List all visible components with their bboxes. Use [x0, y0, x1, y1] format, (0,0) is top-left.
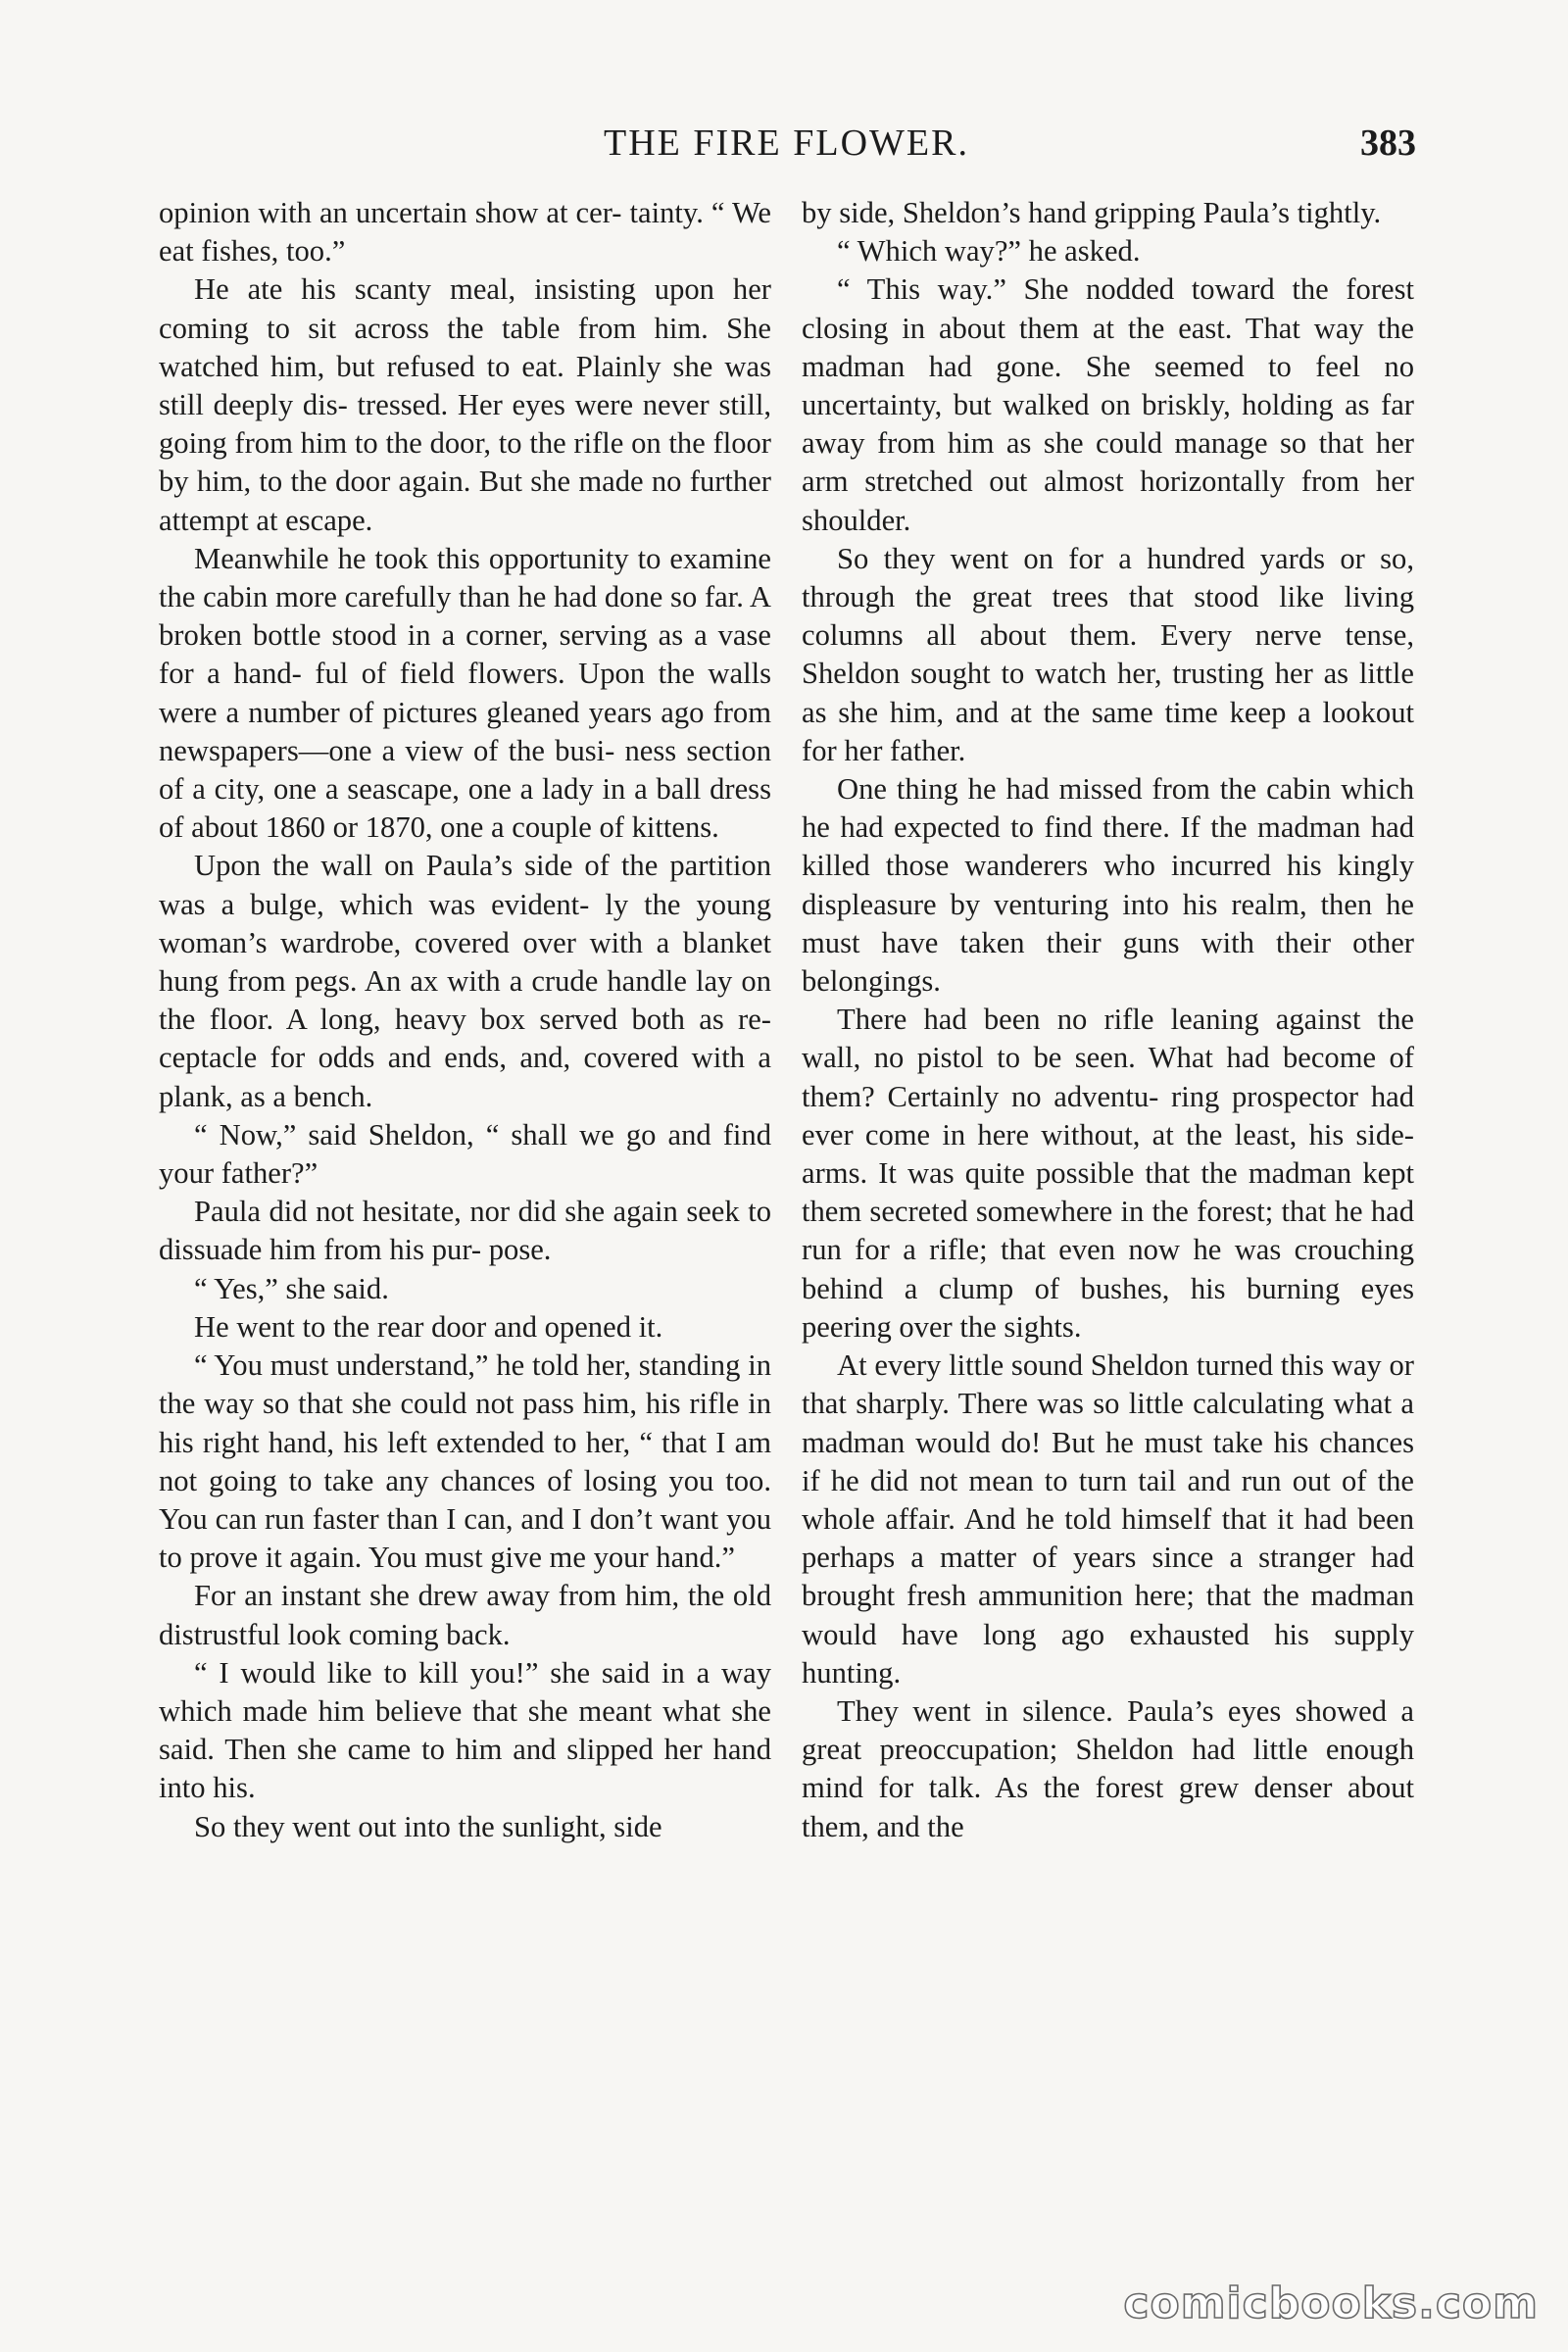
paragraph: “ Yes,” she said. — [194, 1271, 389, 1305]
paragraph: Upon the wall on Paula’s side of the partition was a bulge, which was evident- ly the young woman’s wardrobe, covered over with a blanket hung from pegs. An ax with a crude handle lay on the floor. A long, heavy box served both as re- ceptacle for odds and ends, and, covered with a plank, as a bench. — [159, 849, 771, 1113]
paragraph: opinion with an uncertain show at cer- tainty. “ We eat fishes, too.” — [159, 196, 771, 269]
paragraph: Paula did not hesitate, nor did she again seek to dissuade him from his pur- pose. — [159, 1195, 771, 1267]
right-column — [802, 194, 1414, 1846]
paragraph: by side, Sheldon’s hand gripping Paula’s tightly. — [802, 196, 1382, 229]
paragraph: They went in silence. Paula’s eyes showed a great preoccupation; Sheldon had little enough mind for talk. As the forest grew denser about them, and the — [802, 1693, 1414, 1843]
paragraph: He ate his scanty meal, insisting upon her coming to sit across the table from him. She watched him, but refused to eat. Plainly she was still deeply dis- tressed. Her eyes were never still, going from him to the door, to the rifle on the floor by him, to the door again. But she made no further attempt at escape. — [159, 272, 771, 537]
page-number: 383 — [1360, 122, 1416, 164]
paragraph: “ You must understand,” he told her, standing in the way so that she could not pass him, his rifle in his right hand, his left extended to her, “ that I am not going to take any chances of losing you too. You can run faster than I can, and I don’t want you to prove it again. You must give me your hand.” — [159, 1348, 771, 1575]
paragraph: He went to the rear door and opened it. — [194, 1309, 663, 1344]
paragraph: So they went on for a hundred yards or so, through the great trees that stood like living columns all about them. Every nerve tense, Sheldon sought to watch her, trusting her as little as she him, and at the same time keep a lookout for her father. — [802, 541, 1414, 767]
paragraph: There had been no rifle leaning against the wall, no pistol to be seen. What had become of them? Certainly no adventu- ring prospector had ever come in here without, at the least, his side-arms. It was quite possible that the madman kept them secreted somewhere in the forest; that he had run for a rifle; that even now he was crouching behind a clump of bushes, his burning eyes peering over the sights. — [802, 1003, 1414, 1344]
watermark: comicbooks.com — [1123, 2278, 1539, 2328]
paragraph: “ This way.” She nodded toward the forest closing in about them at the east. That way the madman had gone. She seemed to feel no uncertainty, but walked on briskly, holding as far away from him as she could manage so that her arm stretched out almost horizontally from her shoulder. — [802, 272, 1414, 537]
left-column — [159, 194, 771, 1846]
page-header — [157, 122, 1416, 176]
paragraph: At every little sound Sheldon turned this way or that sharply. There was so little calculating what a madman would do! But he must take his chances if he did not mean to turn tail and run out of the whole affair. And he told himself that it had been perhaps a matter of years since a stranger had brought fresh ammunition here; that the madman would have long ago exhausted his supply hunting. — [802, 1348, 1414, 1690]
paragraph: Meanwhile he took this opportunity to examine the cabin more carefully than he had done so far. A broken bottle stood in a corner, serving as a vase for a hand- ful of field flowers. Upon the walls were a number of pictures gleaned years ago from newspapers—one a view of the busi- ness section of a city, one a seascape, one a lady in a ball dress of about 1860 or 1870, one a couple of kittens. — [159, 541, 771, 845]
paragraph: So they went out into the sunlight, side — [194, 1809, 662, 1843]
running-title: THE FIRE FLOWER. — [604, 122, 969, 164]
paragraph: One thing he had missed from the cabin which he had expected to find there. If the madman had killed those wanderers who incurred his kingly displeasure by venturing into his realm, then he must have taken their guns with their other belongings. — [802, 772, 1414, 999]
paragraph: “ Which way?” he asked. — [837, 234, 1141, 269]
paragraph: For an instant she drew away from him, the old distrustful look coming back. — [159, 1579, 771, 1651]
paragraph: “ I would like to kill you!” she said in a way which made him believe that she meant what she said. Then she came to him and slipped her hand into his. — [159, 1655, 771, 1805]
paragraph: “ Now,” said Sheldon, “ shall we go and find your father?” — [159, 1117, 771, 1191]
